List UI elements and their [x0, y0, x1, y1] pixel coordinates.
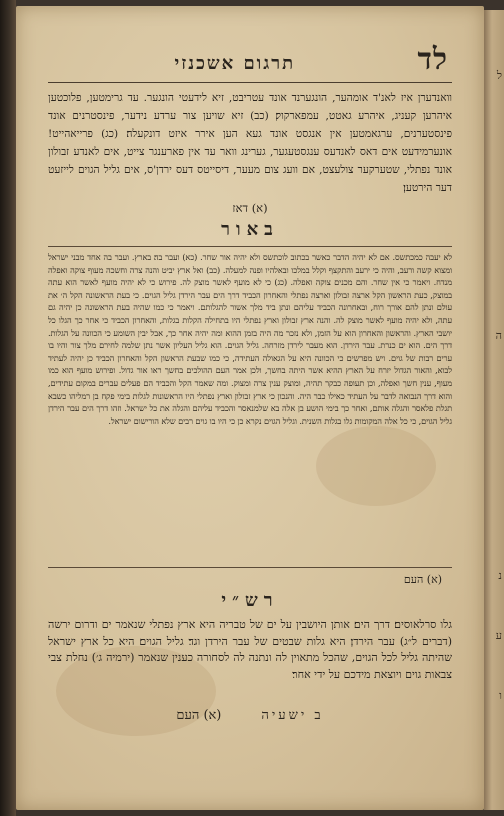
catchword: (א) העם — [176, 708, 222, 723]
biur-heading: באור — [221, 219, 279, 240]
biur-commentary — [48, 246, 452, 568]
rashi-heading: רש״י — [221, 590, 279, 611]
page-content — [48, 42, 452, 723]
book-binding-edge — [0, 0, 16, 816]
verse-marker: (א) דאז — [232, 201, 268, 215]
folio-number: לד — [417, 42, 448, 77]
book-page — [16, 6, 484, 810]
verse-marker: (א) העם — [403, 573, 442, 586]
yiddish-translation-text: וואנדערן איז לאנ'ד אומהער, הונגערנד אונד עטריבט, זיא לידעטי הונגער. עד גרימטען, פלוכטען איהרען קעניג, איהרע גאטט, עמפארקוק׃ (כב) זיא שויען צור ערדע נידער, פינסטרנים אונד פינסטערנים, ערגאמטען אין אנגסט אונד געא הען אירר איזט דונקעלה׃ (כג) פרייאהייט! אונערמידעט אים דאס לאנדעס ענגסטעגער, גערינג וואר עד אין פארענגר צייט, אים לאנדע זבולון אונד נפתלי, שטערקער צולעצט, אם וועג צום מעער, דיסייטס דעס ירדן'ס, אים גליל הגוים לייזעט דער הירטען׃ — [48, 92, 452, 194]
adjacent-page-edge: ל ה נ ע ו — [484, 10, 504, 810]
running-title: תרגום אשכנזי — [174, 53, 296, 74]
running-header — [48, 42, 452, 83]
biur-commentary-text: לא יעבה כמכתשס. אם לא יהיה הדבר כאשר בכתוב לוכתשס ולא יהיה אור שחר. (כא) ועבר בה׃ בארץ. ועבר בה אחד מבני ישראל ומצוא קשה ורעב, והיה כי ירעב והתקצף וקלל במלכו ובאלהיו ופנה למעלה. (כב) ואל ארץ יביט והנה צרה וחשכה מעוף צוקה ואפלה מנדח. ויאמר כי אין שחר. והם מכנים צוקה ואפלה. (כג) כי לא מועף לאשר מוצק לה. פירוש כי לא יהיה מועף לאשר הוא עתה במוצק, כעת הראשון הקל ארצה זבולון וארצה נפתלי והאחרון הכביד דרך הים עבר הירדן גליל הגוים. כי בעת הראשונה הקל ה׳ את עולם ונתן להם אורך רוח, ובאחרונה הכביד עליהם ונתן ביד מלך אשור להגלותם. ויאמר כי כמו שהיה בעת הראשונה כן יהיה גם עתה, ולא יהיה מועף לאשר מוצק לה. והנה ארץ זבולון וארץ נפתלי היו בתחילה הקלות בגלות, והאחרון הכביד כי אחר כך הגלו כל יושבי הארץ. והראשון והאחרון הוא על הזמן, ולא נזכר מה היה בזמן ההוא ומה יהיה אחר כך, אבל יבין השומע כי הכוונה על הגלות. דרך הים. הוא ים כנרת. עבר הירדן. הוא מעבר לירדן מזרחה. גליל הגוים. הוא גליל העליון אשר נתן שלמה לחירם מלך צור והיו בו ערים רבות של גוים. ויש מפרשים כי הכוונה היא על הגאולה העתידה, כי כמו שבעת הראשון הקל והאחרון הכביד כן יהיה לעתיד לבוא, והאור הגדול יזרח על הארץ ההיא אשר היתה בחשך, ולכן אמר העם ההולכים בחשך ראו אור גדול. ופירוש מועף הוא כמו מעוף, ענין חשך ואפלה, וכן תעופה כבקר תהיה, ומוצק ענין צרה ומצוק. ומה שאמר הקל והכביד הם פעלים עברים במקום עתידים, והוא דרך הנבואה לדבר על העתיד כאילו כבר היה. והנכון כי ארץ זבולון וארץ נפתלי היו הראשונות לגלות בימי פקח בן רמליהו כשבא תגלת פלאסר והגלה אותם, ואחר כך בימי הושע בן אלה בא שלמנאסר והכביד עליהם והגלה את כל ישראל. וזהו דרך הים עבר הירדן גליל הגוים, כי כל אלה המקומות גלו בגלות השנית. וגליל הגוים נקרא כן כי היו בו גוים רבים שלא הורישום ישראל. — [48, 252, 452, 426]
signature-mark: ב ישעיה — [261, 708, 324, 723]
rashi-commentary-text: גלו סרלאוסים׃ דרך הים׃ אותן היושבין על ים של טבריה היא ארץ נפתלי שנאמר ים ודרום ירשה (דברים ל״ג) עבר הירדן׃ היא גלות שבטים של עבר הירדן וגד׃ גליל הגוים׃ היא כל ארץ ישראל שהיתה גליל לכל הגוים, שהכל מתאוין לה ונתנה לה לסחורה כענין שנאמר (ירמיה ג׳) נחלת צבי צבאות גוים ויוצאת מידכם על ידי אחר׃ — [48, 618, 452, 681]
page-footer — [48, 707, 452, 723]
